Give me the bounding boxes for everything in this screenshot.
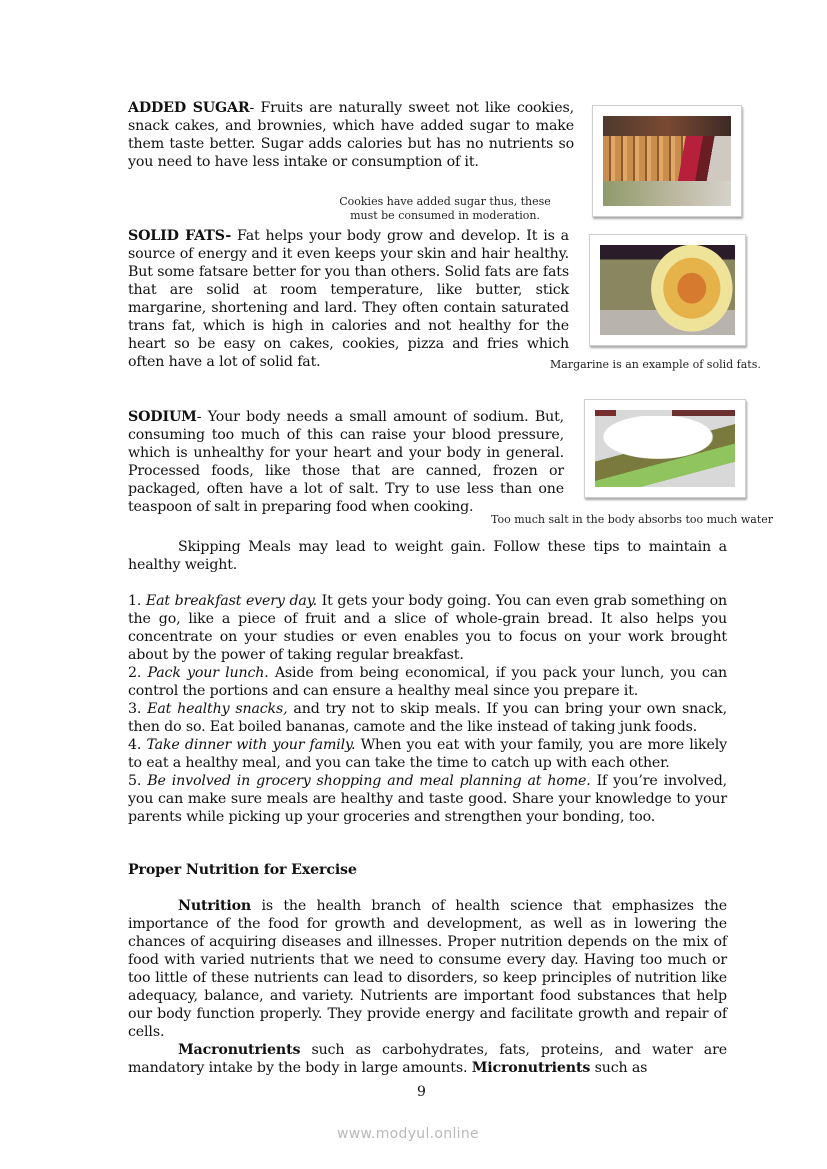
margarine-caption: Margarine is an example of solid fats. bbox=[550, 358, 761, 371]
salt-image-frame bbox=[584, 399, 746, 498]
added-sugar-heading: ADDED SUGAR bbox=[128, 100, 250, 116]
solid-fats-heading: SOLID FATS- bbox=[128, 228, 232, 244]
added-sugar-text: - Fruits are naturally sweet not like cookies, snack cakes, and brownies, which have added sugar to make them taste better. Sugar adds calories but has no nutrients so you need to have less intake or consumption of it. bbox=[128, 100, 574, 170]
skipping-meals-intro: Skipping Meals may lead to weight gain. Follow these tips to maintain a healthy weight. bbox=[128, 539, 727, 573]
tip-title-1: Eat breakfast every day. bbox=[145, 593, 318, 609]
cookies-caption bbox=[330, 195, 560, 223]
tip-item-2: 2. Pack your lunch. Aside from being economical, if you pack your lunch, you can control the portions and can ensure a healthy meal since you prepare it. bbox=[128, 665, 728, 699]
tip-title-5: Be involved in grocery shopping and meal planning at home. bbox=[147, 773, 591, 789]
watermark-link[interactable]: www.modyul.online bbox=[337, 1126, 479, 1142]
margarine-image-frame bbox=[589, 234, 746, 346]
cookies-caption-line2: must be consumed in moderation. bbox=[350, 209, 540, 222]
tip-title-2: Pack your lunch. bbox=[147, 665, 269, 681]
macronutrients-term: Macronutrients bbox=[178, 1042, 301, 1058]
macronutrients-paragraph: Macronutrients such as carbohydrates, fats, proteins, and water are mandatory intake by the body in large amounts. Micronutrients such as bbox=[128, 1042, 727, 1076]
tip-title-3: Eat healthy snacks, bbox=[147, 701, 288, 717]
proper-nutrition-heading: Proper Nutrition for Exercise bbox=[128, 862, 357, 878]
margarine-photo-icon bbox=[600, 245, 735, 335]
sodium-heading: SODIUM bbox=[128, 409, 197, 425]
solid-fats-text: Fat helps your body grow and develop. It is a source of energy and it even keeps your skin and hair healthy. But some fatsare better for you than others. Solid fats are fats that are solid at room temperature, like butter, stick margarine, shortening and lard. They often contain saturated trans fat, which is high in calories and not healthy for the heart so be easy on cakes, cookies, pizza and fries which often have a lot of solid fat. bbox=[128, 228, 569, 370]
sodium-text: - Your body needs a small amount of sodium. But, consuming too much of this can raise your blood pressure, which is unhealthy for your heart and your body in general. Processed foods, like those that are canned, frozen or packaged, often have a lot of salt. Try to use less than one teaspoon of salt in preparing food when cooking. bbox=[128, 409, 564, 515]
nutrition-paragraph: Nutrition is the health branch of health science that emphasizes the importance of the food for growth and development, as well as in lowering the chances of acquiring diseases and illnesses. Proper nutrition depends on the mix of food with varied nutrients that we need to consume every day. Having too much or too little of these nutrients can lead to disorders, so keep principles of nutrition like adequacy, balance, and variety. Nutrients are important food substances that help our body function properly. They provide energy and facilitate growth and repair of cells. bbox=[128, 898, 727, 1040]
page-number: 9 bbox=[417, 1084, 426, 1100]
tip-item-1: 1. Eat breakfast every day. It gets your body going. You can even grab something on the go, like a piece of fruit and a slice of whole-grain bread. It also helps you concentrate on your studies or even enables you to focus on your work brought about by the power of taking regular breakfast. bbox=[128, 593, 727, 663]
tip-title-4: Take dinner with your family. bbox=[146, 737, 356, 753]
tips-list bbox=[128, 592, 727, 826]
micronutrients-term: Micronutrients bbox=[471, 1060, 591, 1076]
tip-item-5: 5. Be involved in grocery shopping and meal planning at home. If you’re involved, you can make sure meals are healthy and taste good. Share your knowledge to your parents while picking up your groceries and strengthen your bonding, too. bbox=[128, 773, 727, 825]
nutrition-term: Nutrition bbox=[178, 898, 252, 914]
cookies-caption-line1: Cookies have added sugar thus, these bbox=[339, 195, 551, 208]
sodium-paragraph bbox=[128, 408, 564, 516]
salt-caption: Too much salt in the body absorbs too much water bbox=[491, 513, 774, 526]
cookies-photo-icon bbox=[603, 116, 731, 206]
tip-item-4: 4. Take dinner with your family. When you eat with your family, you are more likely to eat a healthy meal, and you can take the time to catch up with each other. bbox=[128, 737, 727, 771]
tip-item-3: 3. Eat healthy snacks, and try not to skip meals. If you can bring your own snack, then do so. Eat boiled bananas, camote and the like instead of taking junk foods. bbox=[128, 701, 727, 735]
salt-bowl-photo-icon bbox=[595, 410, 735, 487]
added-sugar-paragraph bbox=[128, 99, 574, 171]
solid-fats-paragraph bbox=[128, 227, 569, 371]
cookies-image-frame bbox=[592, 105, 742, 217]
